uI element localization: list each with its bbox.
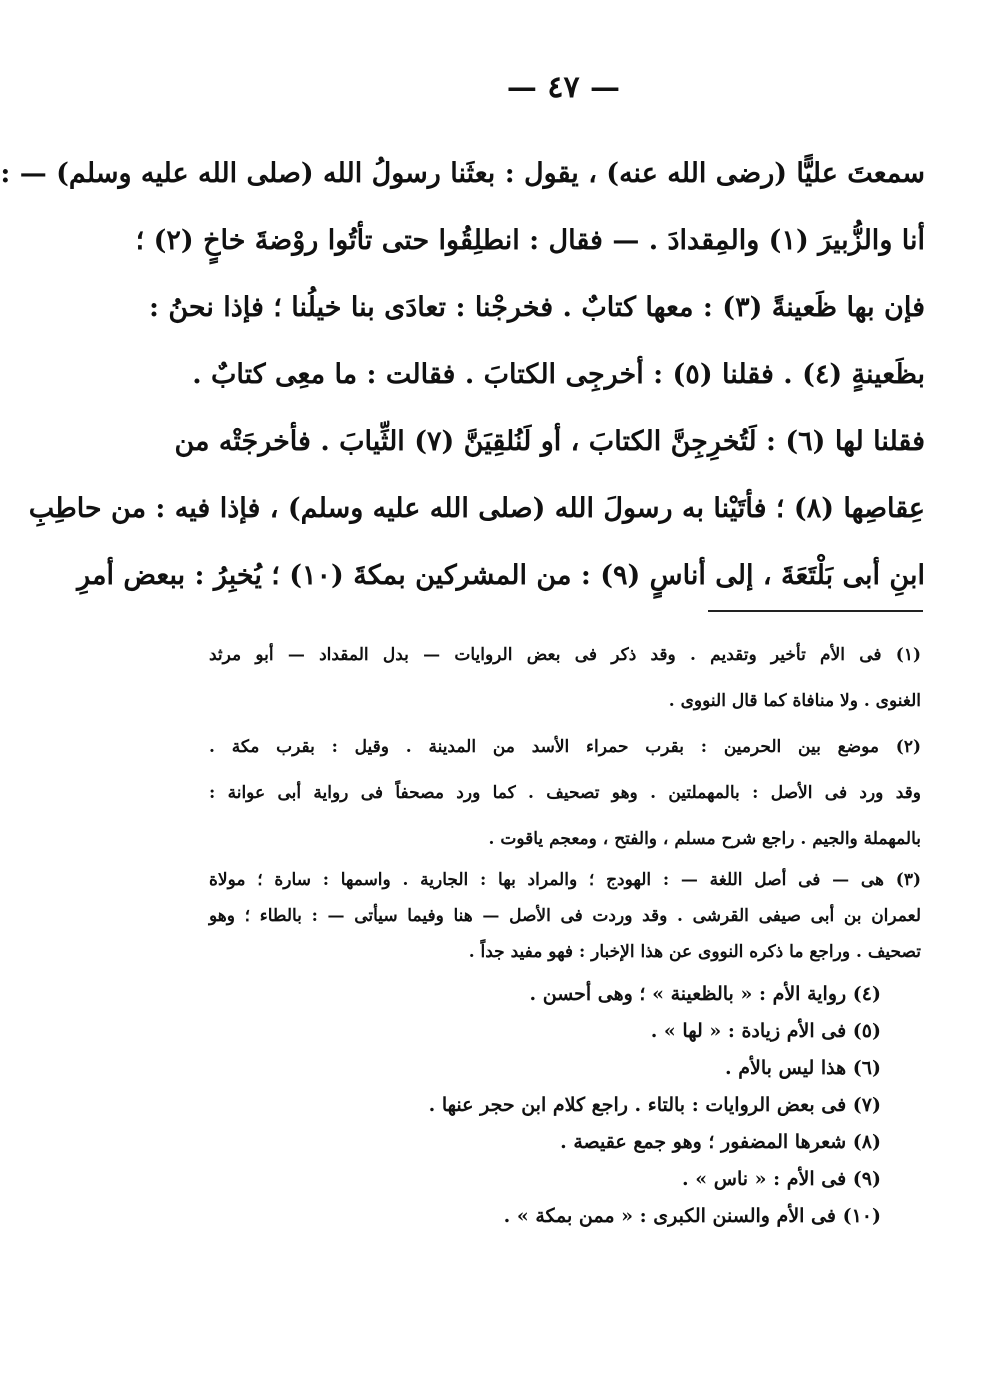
footnotes [209,632,921,1235]
main-text-line: سمعتَ عليًّا (رضى الله عنه) ، يقول : بعثَنا رسولُ الله (صلى الله عليه وسلم) — : [0,158,925,189]
page-number: — ٤٧ — [506,70,621,105]
footnote-7: (٧) فى بعض الروايات : بالتاء . راجع كلام ابن حجر عنها . [428,1094,881,1116]
footnote-line: (٣) هى — فى أصل اللغة — : الهودج ؛ والمراد بها : الجارية . واسمها : سارة ؛ مولاة [209,870,921,890]
footnote-line: وقد ورد فى الأصل : بالمهملتين . وهو تصحيف . كما ورد مصحفاً فى رواية أبى عوانة : [209,783,921,803]
footnote-5: (٥) فى الأم زيادة : « لها » . [650,1020,881,1042]
main-text [0,140,925,609]
footnote-line: تصحيف . وراجع ما ذكره النووى عن هذا الإخبار : فهو مفيد جداً . [468,942,921,962]
main-text-line: فقلنا لها (٦) : لَتُخرِجِنَّ الكتابَ ، أو لَنُلقِيَنَّ (٧) الثِّيابَ . فأخرجَتْه من [174,426,925,457]
footnote-8: (٨) شعرها المضفور ؛ وهو جمع عقيصة . [560,1131,881,1153]
footnote-4: (٤) رواية الأم : « بالظعينة » ؛ وهى أحسن . [529,983,881,1005]
footnote-line: بالمهملة والجيم . راجع شرح مسلم ، والفتح ، ومعجم ياقوت . [488,829,921,849]
footnote-1 [209,632,921,724]
footnote-2 [209,724,921,862]
footnote-line: (١) فى الأم تأخير وتقديم . وقد ذكر فى بعض الروايات — بدل المقداد — أبو مرثد [209,645,921,665]
footnote-3 [209,862,921,970]
main-text-line: بظَعينةٍ (٤) . فقلنا (٥) : أخرجِى الكتابَ . فقالت : ما معِى كتابٌ . [192,359,925,390]
footnote-6: (٦) هذا ليس بالأم . [725,1057,881,1079]
footnote-line: لعمران بن أبى صيفى القرشى . وقد وردت فى الأصل — هنا وفيما سيأتى — : بالطاء ؛ وهو [209,906,921,926]
footnote-line: (٢) موضع بين الحرمين : بقرب حمراء الأسد من المدينة . وقيل : بقرب مكة . [209,737,921,757]
footnote-9: (٩) فى الأم : « ناس » . [682,1168,881,1190]
main-text-line: أنا والزُّبيرَ (١) والمِقدادَ . — فقال : انطلِقُوا حتى تأتُوا روْضةَ خاخٍ (٢) ؛ [135,225,925,256]
footnote-line: الغنوى . ولا منافاة كما قال النووى . [668,691,921,711]
main-text-line: فإن بها ظَعينةً (٣) : معها كتابٌ . فخرجْنا : تعادَى بنا خيلُنا ؛ فإذا نحنُ : [148,292,925,323]
footnote-separator-rule [708,610,923,612]
main-text-line: عِقاصِها (٨) ؛ فأتَيْنا به رسولَ الله (صلى الله عليه وسلم) ، فإذا فيه : من حاطِبِ [28,493,925,524]
main-text-line: ابنِ أبى بَلْتَعَةَ ، إلى أناسٍ (٩) : من المشركين بمكةَ (١٠) ؛ يُخبِرُ : ببعض أمرِ [77,560,925,591]
footnote-10: (١٠) فى الأم والسنن الكبرى : « ممن بمكة » . [503,1205,881,1227]
